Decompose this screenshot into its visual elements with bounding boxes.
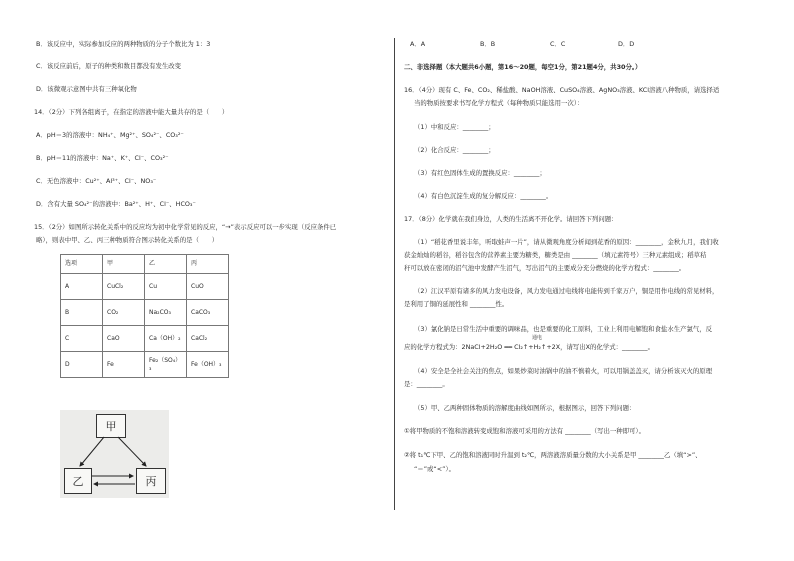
conversion-diagram-photo	[60, 410, 169, 498]
q15-title-line1: 15．（2分）如图所示转化关系中的反应均为初中化学常见的反应，“→”表示反应可以一步实现（反应条件已	[34, 223, 337, 231]
q17-part5-sub1: ①将甲物质的不饱和溶液转变成饱和溶液可采用的方法有 ________（写出一种即可）。	[404, 427, 646, 435]
table-cell: Fe	[103, 352, 145, 378]
q17-part4-line1: （4）安全是全社会关注的焦点，如果炒菜时油锅中的油不慎着火，可以用锅盖盖灭，请分析该灭火的原理	[414, 367, 713, 375]
column-divider	[394, 38, 395, 510]
table-row	[61, 352, 229, 378]
q14-option-d: D．含有大量 SO₄²⁻的溶液中：Ba²⁺、H⁺、Cl⁻、HCO₃⁻	[36, 200, 196, 208]
q15-title-line2: 略），则表中甲、乙、丙三种物质符合图示转化关系的是（ ）	[36, 236, 219, 244]
q16-title-line1: 16．（4分）现有 C、Fe、CO₂、稀盐酸、NaOH溶液、CuSO₄溶液、AgNO₃溶液、KCl溶液八种物质，请选择适	[404, 86, 720, 94]
table-cell: CuCl₂	[103, 274, 145, 300]
q17-part2-line2: 是利用了铜的延展性和 ________性。	[404, 300, 509, 308]
q17-part5: （5）甲、乙两种固体物质的溶解度曲线如图所示，根据图示，回答下列问题：	[414, 404, 636, 412]
table-cell: Fe₂（SO₄）₃	[145, 352, 187, 378]
q15-answer-a: A．A	[410, 40, 426, 48]
q17-part4-line2: 是：________。	[404, 380, 449, 388]
q15-options-table	[60, 254, 229, 378]
table-cell: A	[61, 274, 103, 300]
table-cell: C	[61, 326, 103, 352]
table-cell: CaO	[103, 326, 145, 352]
table-cell: Cu	[145, 274, 187, 300]
q17-part3-line1: （3）氯化钠是日常生活中重要的调味品，也是重要的化工原料，工业上利用电解饱和食盐水生产氯气，反	[414, 325, 713, 333]
table-header-cell: 甲	[103, 255, 145, 274]
q15-answer-d: D．D	[618, 40, 635, 48]
q16-part2: （2）化合反应：________；	[414, 146, 495, 154]
q16-part1: （1）中和反应：________；	[414, 123, 495, 131]
q15-answer-b: B．B	[480, 40, 496, 48]
reaction-condition: 通电	[532, 335, 543, 341]
q15-answer-c: C．C	[550, 40, 566, 48]
q14-option-c: C．无色溶液中：Cu²⁺、Al³⁺、Cl⁻、NO₃⁻	[36, 177, 157, 185]
table-row	[61, 326, 229, 352]
table-cell: B	[61, 300, 103, 326]
q17-part5-sub2-line1: ②将 t₁℃下甲、乙的饱和溶液同时升温到 t₂℃，两溶液溶质量分数的大小关系是甲 ________乙（填“>”、	[404, 451, 702, 459]
table-cell: CuO	[187, 274, 229, 300]
table-header-cell: 丙	[187, 255, 229, 274]
section-title: 二、非选择题（本大题共6小题，第16～20题，每空1分，第21题4分，共30分。）	[404, 63, 642, 71]
table-row	[61, 274, 229, 300]
table-cell: CaCO₃	[187, 300, 229, 326]
diagram-box-bing: 丙	[136, 468, 166, 494]
q14-title: 14．（2分）下列各组离子，在指定的溶液中能大量共存的是（ ）	[34, 108, 229, 116]
q17-title: 17．（8分）化学就在我们身边，人类的生活离不开化学。请回答下列问题：	[404, 215, 618, 223]
diagram-box-jia: 甲	[96, 414, 126, 438]
q14-option-b: B．pH＝11的溶液中：Na⁺、K⁺、Cl⁻、CO₃²⁻	[36, 154, 169, 162]
q16-part3: （3）有红色固体生成的置换反应：________；	[414, 169, 546, 177]
q16-part4: （4）有白色沉淀生成的复分解反应：________。	[414, 192, 553, 200]
diagram-arrows	[60, 410, 169, 498]
q14-option-a: A．pH＝3的溶液中：NH₄⁺、Mg²⁺、SO₄²⁻、CO₃²⁻	[36, 131, 184, 139]
arrow-jia-to-bing	[118, 437, 146, 466]
table-header-cell: 选项	[61, 255, 103, 274]
table-cell: D	[61, 352, 103, 378]
table-row	[61, 300, 229, 326]
table-cell: Na₂CO₃	[145, 300, 187, 326]
table-cell: Ca（OH）₂	[145, 326, 187, 352]
arrow-jia-to-yi	[80, 437, 104, 466]
q17-part5-sub2-line2: “＝”或“<”）。	[414, 465, 455, 473]
q13-option-c: C．该反应前后，原子的种类和数目都没有发生改变	[36, 62, 182, 70]
q13-option-b: B．该反应中，实际参加反应的两种物质的分子个数比为 1：3	[36, 40, 211, 48]
q16-title-line2: 当的物质按要求书写化学方程式（每种物质只能选用一次）：	[414, 99, 584, 107]
table-header-cell: 乙	[145, 255, 187, 274]
diagram-box-yi: 乙	[64, 468, 92, 494]
table-cell: Fe（OH）₃	[187, 352, 229, 378]
q17-part1-line1: （1）“稻花香里说丰年，听取蛙声一片”，请从微观角度分析闻到花香的原因：________，金秋九月，我们收	[414, 238, 719, 246]
q17-part1-line2: 获金灿灿的稻谷，稻谷包含的营养素主要为糖类，糖类是由 ________（填元素符号）三种元素组成；稻草秸	[404, 251, 707, 259]
q17-part3-line2: 应的化学方程式为：2NaCl+2H₂O ══ Cl₂↑+H₂↑+2X，请写出X的化学式：________。	[404, 343, 654, 351]
q17-part2-line1: （2）江汉平原有诸多的风力发电设备，风力发电通过电线将电能传到千家万户，铜是用作电线的常见材料，	[414, 287, 719, 295]
table-cell: CaCl₂	[187, 326, 229, 352]
q13-option-d: D．该微观示意图中共有三种氧化物	[36, 85, 137, 93]
table-header-row	[61, 255, 229, 274]
q17-part1-line3: 秆可以放在密闭的沼气池中发酵产生沼气，写出沼气的主要成分充分燃烧的化学方程式：________。	[404, 264, 686, 272]
table-cell: CO₂	[103, 300, 145, 326]
